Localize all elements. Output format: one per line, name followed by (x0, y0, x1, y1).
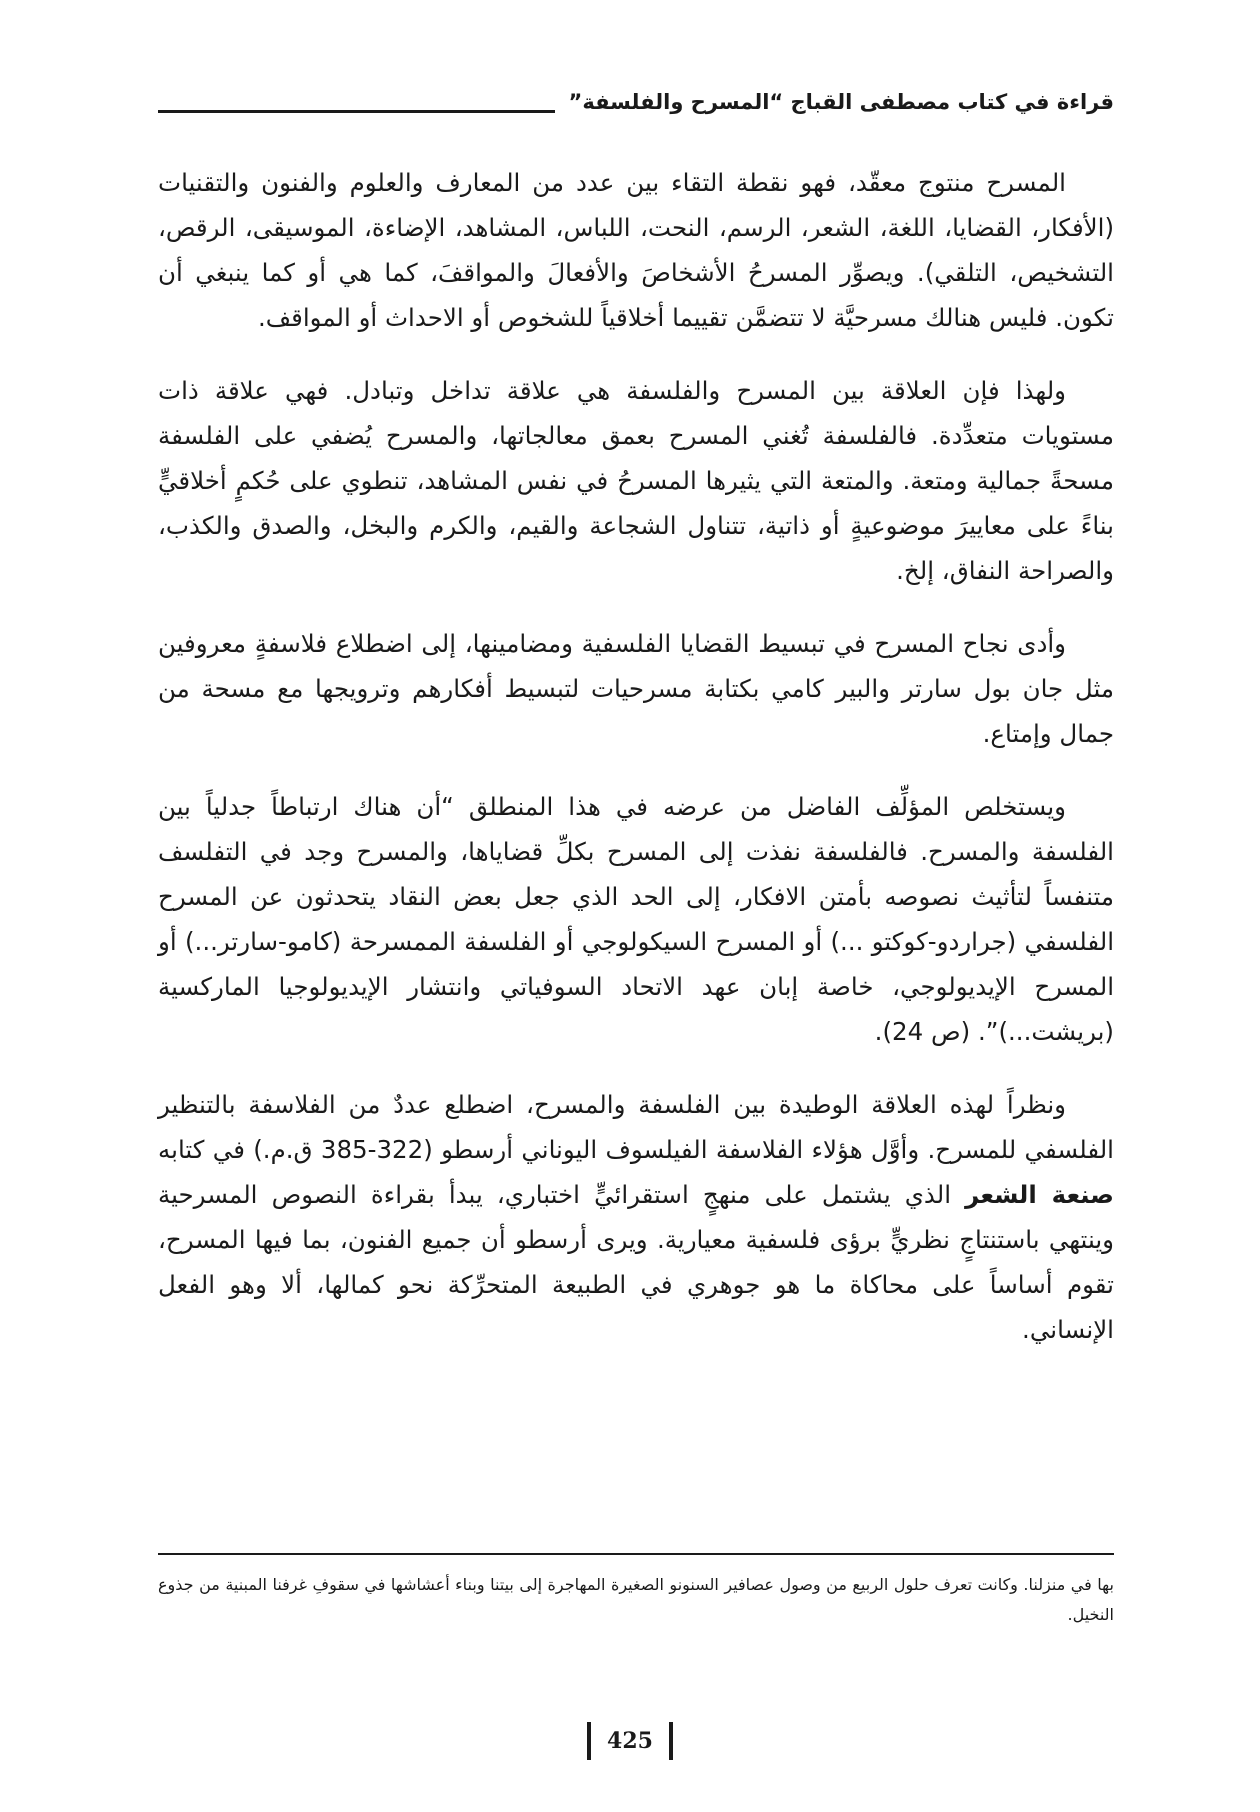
body-text (158, 160, 1114, 1380)
paragraph-3: وأدى نجاح المسرح في تبسيط القضايا الفلسفية ومضامينها، إلى اضطلاع فلاسفةٍ معروفين مثل جان بول سارتر والبير كامي بكتابة مسرحيات لتبسيط أفكارهم وترويجها مع مسحة من جمال وإمتاع. (158, 629, 1114, 748)
paragraph-4: ويستخلص المؤلِّف الفاضل من عرضه في هذا المنطلق “أن هناك ارتباطاً جدلياً بين الفلسفة والمسرح. فالفلسفة نفذت إلى المسرح بكلِّ قضاياها، والمسرح وجد في التفلسف متنفساً لتأثيث نصوصه بأمتن الافكار، إلى الحد الذي جعل بعض النقاد يتحدثون عن المسرح الفلسفي (جراردو-كوكتو ...) أو المسرح السيكولوجي أو الفلسفة الممسرحة (كامو-سارتر...) أو المسرح الإيديولوجي، خاصة إبان عهد الاتحاد السوفياتي وانتشار الإيديولوجيا الماركسية (بريشت...)”. (ص 24). (158, 792, 1114, 1046)
running-header (158, 88, 1114, 128)
running-title: قراءة في كتاب مصطفى القباج “المسرح والفلسفة” (555, 90, 1114, 114)
paragraph-1: المسرح منتوج معقّد، فهو نقطة التقاء بين عدد من المعارف والعلوم والفنون والتقنيات (الأفكار، القضايا، اللغة، الشعر، الرسم، النحت، اللباس، المشاهد، الإضاءة، الموسيقى، الرقص، التشخيص، التلقي). ويصوِّر المسرحُ الأشخاصَ والأفعالَ والمواقفَ، كما هي أو كما ينبغي أن تكون. فليس هنالك مسرحيَّة لا تتضمَّن تقييما أخلاقياً للشخوص أو الاحداث أو المواقف. (158, 168, 1114, 332)
folio (0, 1722, 1260, 1760)
paragraph-5 (158, 1082, 1114, 1352)
paragraph-5-rest: الذي يشتمل على منهجٍ استقرائيٍّ اختباري، يبدأ بقراءة النصوص المسرحية وينتهي باستنتاجٍ نظريٍّ برؤى فلسفية معيارية. ويرى أرسطو أن جميع الفنون، بما فيها المسرح، تقوم أساساً على محاكاة ما هو جوهري في الطبيعة المتحرِّكة نحو كمالها، ألا وهو الفعل الإنساني. (158, 1180, 1114, 1344)
footnote-rule (158, 1553, 1114, 1555)
footnote: بها في منزلنا. وكانت تعرف حلول الربيع من وصول عصافير السنونو الصغيرة المهاجرة إلى بيتنا وبناء أعشاشها في سقوفِ غرفنا المبنية من جذوع النخيل. (158, 1575, 1114, 1624)
page-number: 425 (587, 1722, 673, 1760)
paragraph-2: ولهذا فإن العلاقة بين المسرح والفلسفة هي علاقة تداخل وتبادل. فهي علاقة ذات مستويات متعدِّدة. فالفلسفة تُغني المسرح بعمق معالجاتها، والمسرح يُضفي على الفلسفة مسحةً جمالية ومتعة. والمتعة التي يثيرها المسرحُ في نفس المشاهد، تنطوي على حُكمٍ أخلاقيٍّ بناءً على معاييرَ موضوعيةٍ أو ذاتية، تتناول الشجاعة والقيم، والكرم والبخل، والصدق والكذب، والصراحة النفاق، إلخ. (158, 376, 1114, 585)
paragraph-5-lead: ونظراً لهذه العلاقة الوطيدة بين الفلسفة والمسرح، اضطلع عددٌ من الفلاسفة بالتنظير الفلسفي للمسرح. وأوَّل هؤلاء الفلاسفة الفيلسوف اليوناني أرسطو (322-385 ق.م.) في كتابه (158, 1090, 1114, 1164)
book-title: صنعة الشعر (965, 1180, 1114, 1209)
